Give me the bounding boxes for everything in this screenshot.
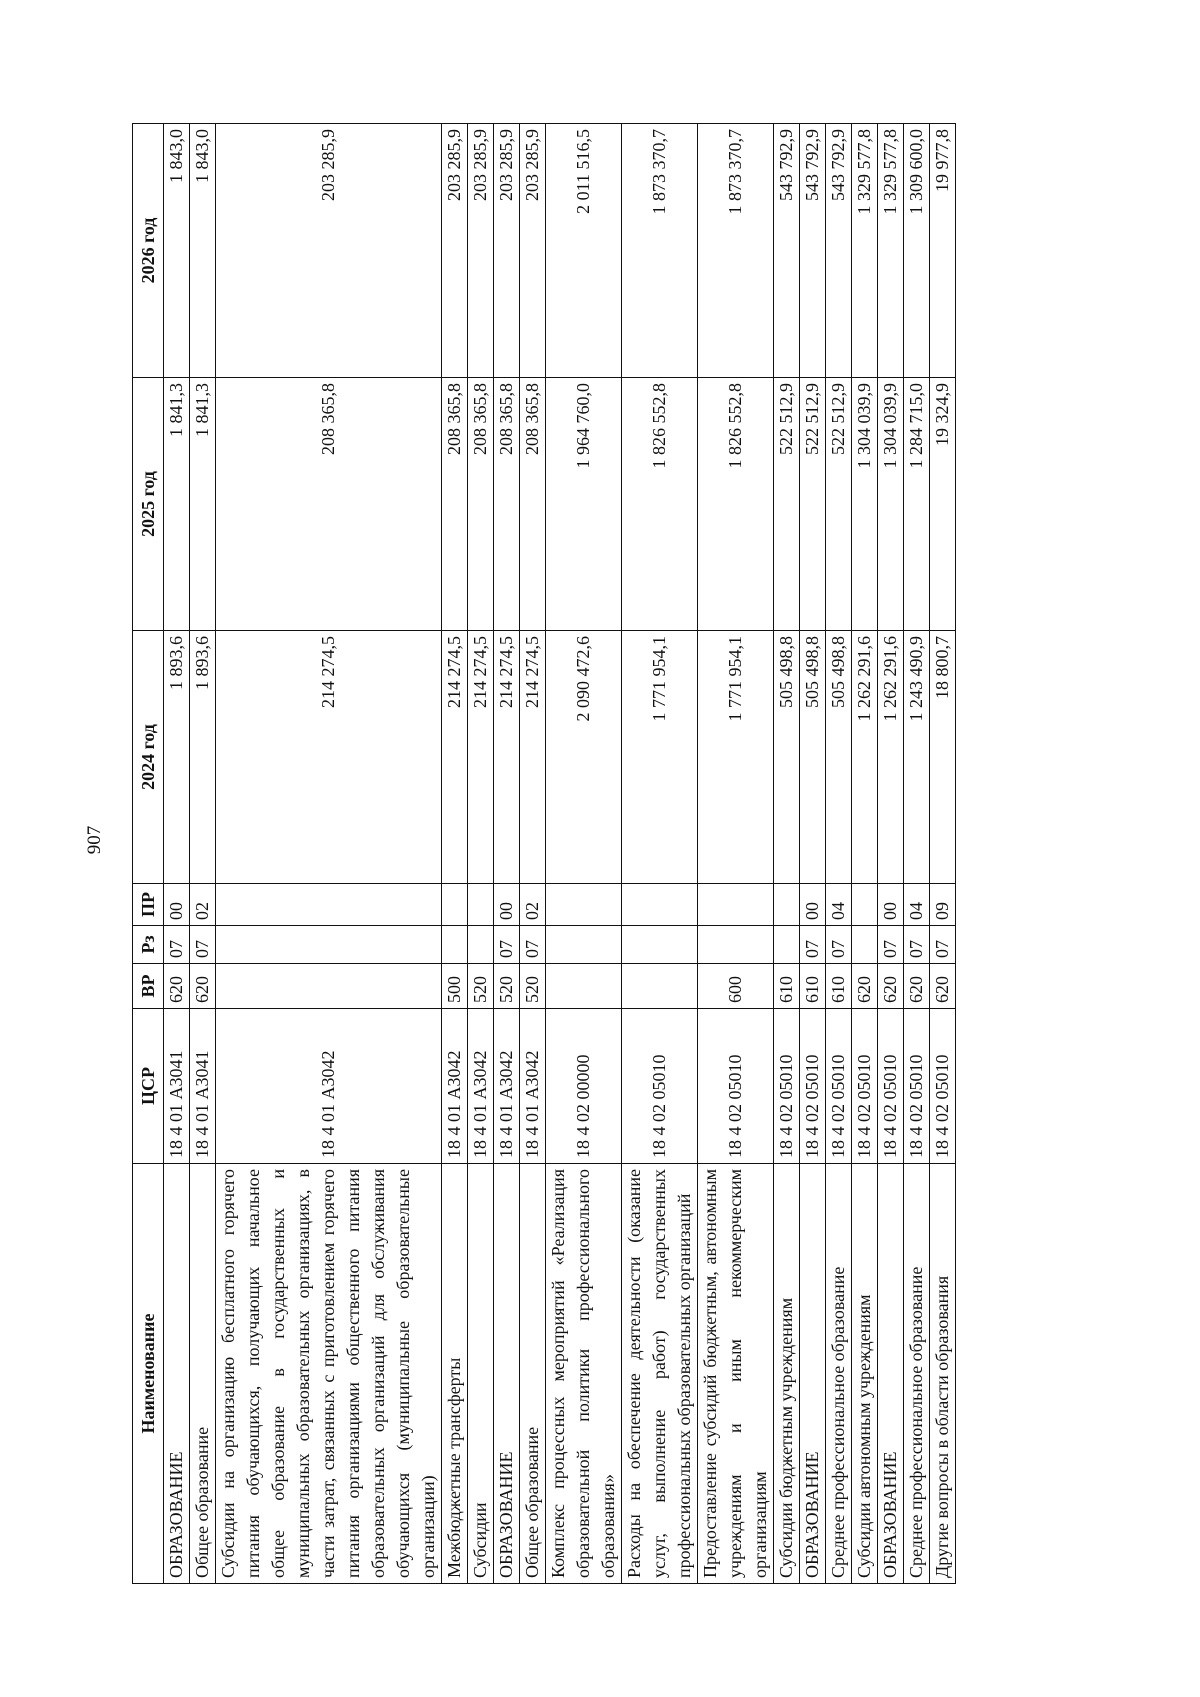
cell-rz: 07 — [878, 926, 904, 964]
cell-2025: 208 365,8 — [468, 378, 494, 631]
cell-2026: 543 792,9 — [826, 124, 852, 378]
cell-2025: 1 304 039,9 — [878, 378, 904, 631]
cell-2024: 1 893,6 — [164, 631, 190, 884]
cell-rz: 07 — [190, 926, 216, 964]
cell-csr: 18 4 02 05010 — [826, 1009, 852, 1164]
cell-vr: 620 — [190, 964, 216, 1009]
cell-pr: 00 — [878, 884, 904, 926]
cell-rz — [698, 926, 774, 964]
cell-rz: 07 — [826, 926, 852, 964]
cell-2026: 203 285,9 — [494, 124, 520, 378]
cell-2026: 1 329 577,8 — [852, 124, 878, 378]
cell-2024: 1 893,6 — [190, 631, 216, 884]
cell-name: Общее образование — [190, 1164, 216, 1584]
cell-csr: 18 4 02 05010 — [800, 1009, 826, 1164]
cell-2024: 505 498,8 — [800, 631, 826, 884]
cell-2025: 208 365,8 — [520, 378, 546, 631]
cell-vr: 610 — [774, 964, 800, 1009]
cell-2024: 18 800,7 — [930, 631, 956, 884]
cell-csr: 18 4 01 А3042 — [216, 1009, 442, 1164]
table-row — [190, 124, 216, 1584]
cell-pr — [852, 884, 878, 926]
cell-2024: 214 274,5 — [216, 631, 442, 884]
cell-2024: 1 771 954,1 — [622, 631, 698, 884]
cell-rz — [442, 926, 468, 964]
cell-2026: 203 285,9 — [216, 124, 442, 378]
cell-vr: 620 — [852, 964, 878, 1009]
header-rz: Рз — [133, 926, 164, 964]
cell-2026: 19 977,8 — [930, 124, 956, 378]
table-row — [622, 124, 698, 1584]
cell-rz: 07 — [520, 926, 546, 964]
cell-2024: 214 274,5 — [442, 631, 468, 884]
table-row — [494, 124, 520, 1584]
cell-name: ОБРАЗОВАНИЕ — [800, 1164, 826, 1584]
cell-name: Субсидии на организацию бесплатного горячего питания обучающихся, получающих начальное общее образование в государственных и муниципальных образовательных организациях, в части затрат, связанных с приготовлением горячего питания организациями общественного питания образовательных организаций для обслуживания обучающихся (муниципальные образовательные организации) — [216, 1164, 442, 1584]
cell-pr: 02 — [520, 884, 546, 926]
cell-name: Предоставление субсидий бюджетным, автономным учреждениям и иным некоммерческим организациям — [698, 1164, 774, 1584]
cell-2026: 1 309 600,0 — [904, 124, 930, 378]
header-csr: ЦСР — [133, 1009, 164, 1164]
cell-name: Субсидии бюджетным учреждениям — [774, 1164, 800, 1584]
cell-vr: 500 — [442, 964, 468, 1009]
cell-rz — [622, 926, 698, 964]
cell-pr: 09 — [930, 884, 956, 926]
cell-rz: 07 — [800, 926, 826, 964]
header-2026: 2026 год — [133, 124, 164, 378]
cell-2026: 203 285,9 — [442, 124, 468, 378]
cell-vr: 610 — [800, 964, 826, 1009]
table-row — [826, 124, 852, 1584]
cell-name: Среднее профессиональное образование — [826, 1164, 852, 1584]
cell-2024: 1 262 291,6 — [852, 631, 878, 884]
cell-csr: 18 4 01 А3042 — [442, 1009, 468, 1164]
cell-vr: 520 — [520, 964, 546, 1009]
cell-vr — [216, 964, 442, 1009]
cell-rz — [852, 926, 878, 964]
cell-vr: 620 — [930, 964, 956, 1009]
table-body — [164, 124, 956, 1584]
cell-name: Межбюджетные трансферты — [442, 1164, 468, 1584]
table-row — [546, 124, 622, 1584]
cell-pr — [442, 884, 468, 926]
cell-rz: 07 — [904, 926, 930, 964]
cell-vr: 600 — [698, 964, 774, 1009]
cell-2024: 2 090 472,6 — [546, 631, 622, 884]
cell-2026: 543 792,9 — [774, 124, 800, 378]
cell-name: Среднее профессиональное образование — [904, 1164, 930, 1584]
cell-csr: 18 4 02 00000 — [546, 1009, 622, 1164]
cell-csr: 18 4 01 А3042 — [494, 1009, 520, 1164]
budget-table — [132, 123, 956, 1584]
cell-2025: 1 826 552,8 — [622, 378, 698, 631]
cell-2026: 1 843,0 — [164, 124, 190, 378]
table-row — [698, 124, 774, 1584]
cell-name: Комплекс процессных мероприятий «Реализация образовательной политики профессионального образования» — [546, 1164, 622, 1584]
cell-csr: 18 4 01 А3041 — [164, 1009, 190, 1164]
cell-2024: 505 498,8 — [826, 631, 852, 884]
table-header-row — [133, 124, 164, 1584]
table-row — [852, 124, 878, 1584]
cell-pr — [774, 884, 800, 926]
cell-2024: 214 274,5 — [494, 631, 520, 884]
cell-vr: 520 — [468, 964, 494, 1009]
cell-name: Расходы на обеспечение деятельности (оказание услуг, выполнение работ) государственных профессиональных образовательных организаций — [622, 1164, 698, 1584]
header-pr: ПР — [133, 884, 164, 926]
cell-vr — [622, 964, 698, 1009]
cell-rz: 07 — [930, 926, 956, 964]
cell-rz: 07 — [494, 926, 520, 964]
cell-rz — [468, 926, 494, 964]
cell-rz — [216, 926, 442, 964]
cell-csr: 18 4 02 05010 — [622, 1009, 698, 1164]
cell-2025: 522 512,9 — [774, 378, 800, 631]
cell-2026: 203 285,9 — [520, 124, 546, 378]
cell-csr: 18 4 02 05010 — [698, 1009, 774, 1164]
table-row — [800, 124, 826, 1584]
header-vr: ВР — [133, 964, 164, 1009]
cell-csr: 18 4 02 05010 — [878, 1009, 904, 1164]
cell-pr: 00 — [164, 884, 190, 926]
cell-vr: 620 — [878, 964, 904, 1009]
cell-vr: 620 — [164, 964, 190, 1009]
cell-vr: 520 — [494, 964, 520, 1009]
table-row — [442, 124, 468, 1584]
cell-2025: 208 365,8 — [494, 378, 520, 631]
cell-2026: 203 285,9 — [468, 124, 494, 378]
cell-2025: 19 324,9 — [930, 378, 956, 631]
cell-2025: 1 304 039,9 — [852, 378, 878, 631]
cell-2026: 1 843,0 — [190, 124, 216, 378]
cell-csr: 18 4 01 А3041 — [190, 1009, 216, 1164]
cell-csr: 18 4 02 05010 — [852, 1009, 878, 1164]
cell-2025: 1 841,3 — [164, 378, 190, 631]
cell-vr — [546, 964, 622, 1009]
table-row — [774, 124, 800, 1584]
cell-csr: 18 4 02 05010 — [904, 1009, 930, 1164]
cell-name: Субсидии — [468, 1164, 494, 1584]
cell-pr: 00 — [800, 884, 826, 926]
cell-pr: 04 — [904, 884, 930, 926]
table-row — [216, 124, 442, 1584]
cell-vr: 610 — [826, 964, 852, 1009]
cell-pr: 00 — [494, 884, 520, 926]
cell-name: Субсидии автономным учреждениям — [852, 1164, 878, 1584]
cell-vr: 620 — [904, 964, 930, 1009]
cell-csr: 18 4 01 А3042 — [468, 1009, 494, 1164]
cell-2026: 543 792,9 — [800, 124, 826, 378]
cell-2025: 522 512,9 — [800, 378, 826, 631]
cell-2024: 1 243 490,9 — [904, 631, 930, 884]
table-row — [164, 124, 190, 1584]
cell-2024: 1 262 291,6 — [878, 631, 904, 884]
cell-pr — [546, 884, 622, 926]
cell-2024: 214 274,5 — [520, 631, 546, 884]
cell-2025: 522 512,9 — [826, 378, 852, 631]
cell-name: ОБРАЗОВАНИЕ — [494, 1164, 520, 1584]
table-row — [468, 124, 494, 1584]
cell-pr — [698, 884, 774, 926]
cell-2024: 214 274,5 — [468, 631, 494, 884]
cell-name: ОБРАЗОВАНИЕ — [878, 1164, 904, 1584]
cell-rz — [546, 926, 622, 964]
cell-2026: 1 873 370,7 — [698, 124, 774, 378]
cell-name: Другие вопросы в области образования — [930, 1164, 956, 1584]
table-row — [904, 124, 930, 1584]
cell-pr — [468, 884, 494, 926]
cell-name: Общее образование — [520, 1164, 546, 1584]
cell-rz: 07 — [164, 926, 190, 964]
cell-2025: 1 841,3 — [190, 378, 216, 631]
page-number: 907 — [84, 825, 105, 855]
header-name: Наименование — [133, 1164, 164, 1584]
table-row — [878, 124, 904, 1584]
cell-csr: 18 4 01 А3042 — [520, 1009, 546, 1164]
cell-2025: 1 964 760,0 — [546, 378, 622, 631]
header-2024: 2024 год — [133, 631, 164, 884]
cell-csr: 18 4 02 05010 — [774, 1009, 800, 1164]
cell-2025: 208 365,8 — [442, 378, 468, 631]
table-row — [520, 124, 546, 1584]
cell-name: ОБРАЗОВАНИЕ — [164, 1164, 190, 1584]
cell-pr — [622, 884, 698, 926]
rotated-table-wrapper — [132, 124, 1042, 1584]
cell-pr: 04 — [826, 884, 852, 926]
cell-2025: 208 365,8 — [216, 378, 442, 631]
cell-2026: 1 329 577,8 — [878, 124, 904, 378]
cell-rz — [774, 926, 800, 964]
cell-csr: 18 4 02 05010 — [930, 1009, 956, 1164]
cell-2025: 1 826 552,8 — [698, 378, 774, 631]
cell-2025: 1 284 715,0 — [904, 378, 930, 631]
cell-2026: 1 873 370,7 — [622, 124, 698, 378]
cell-2024: 505 498,8 — [774, 631, 800, 884]
cell-pr — [216, 884, 442, 926]
cell-2026: 2 011 516,5 — [546, 124, 622, 378]
cell-2024: 1 771 954,1 — [698, 631, 774, 884]
cell-pr: 02 — [190, 884, 216, 926]
header-2025: 2025 год — [133, 378, 164, 631]
table-row — [930, 124, 956, 1584]
